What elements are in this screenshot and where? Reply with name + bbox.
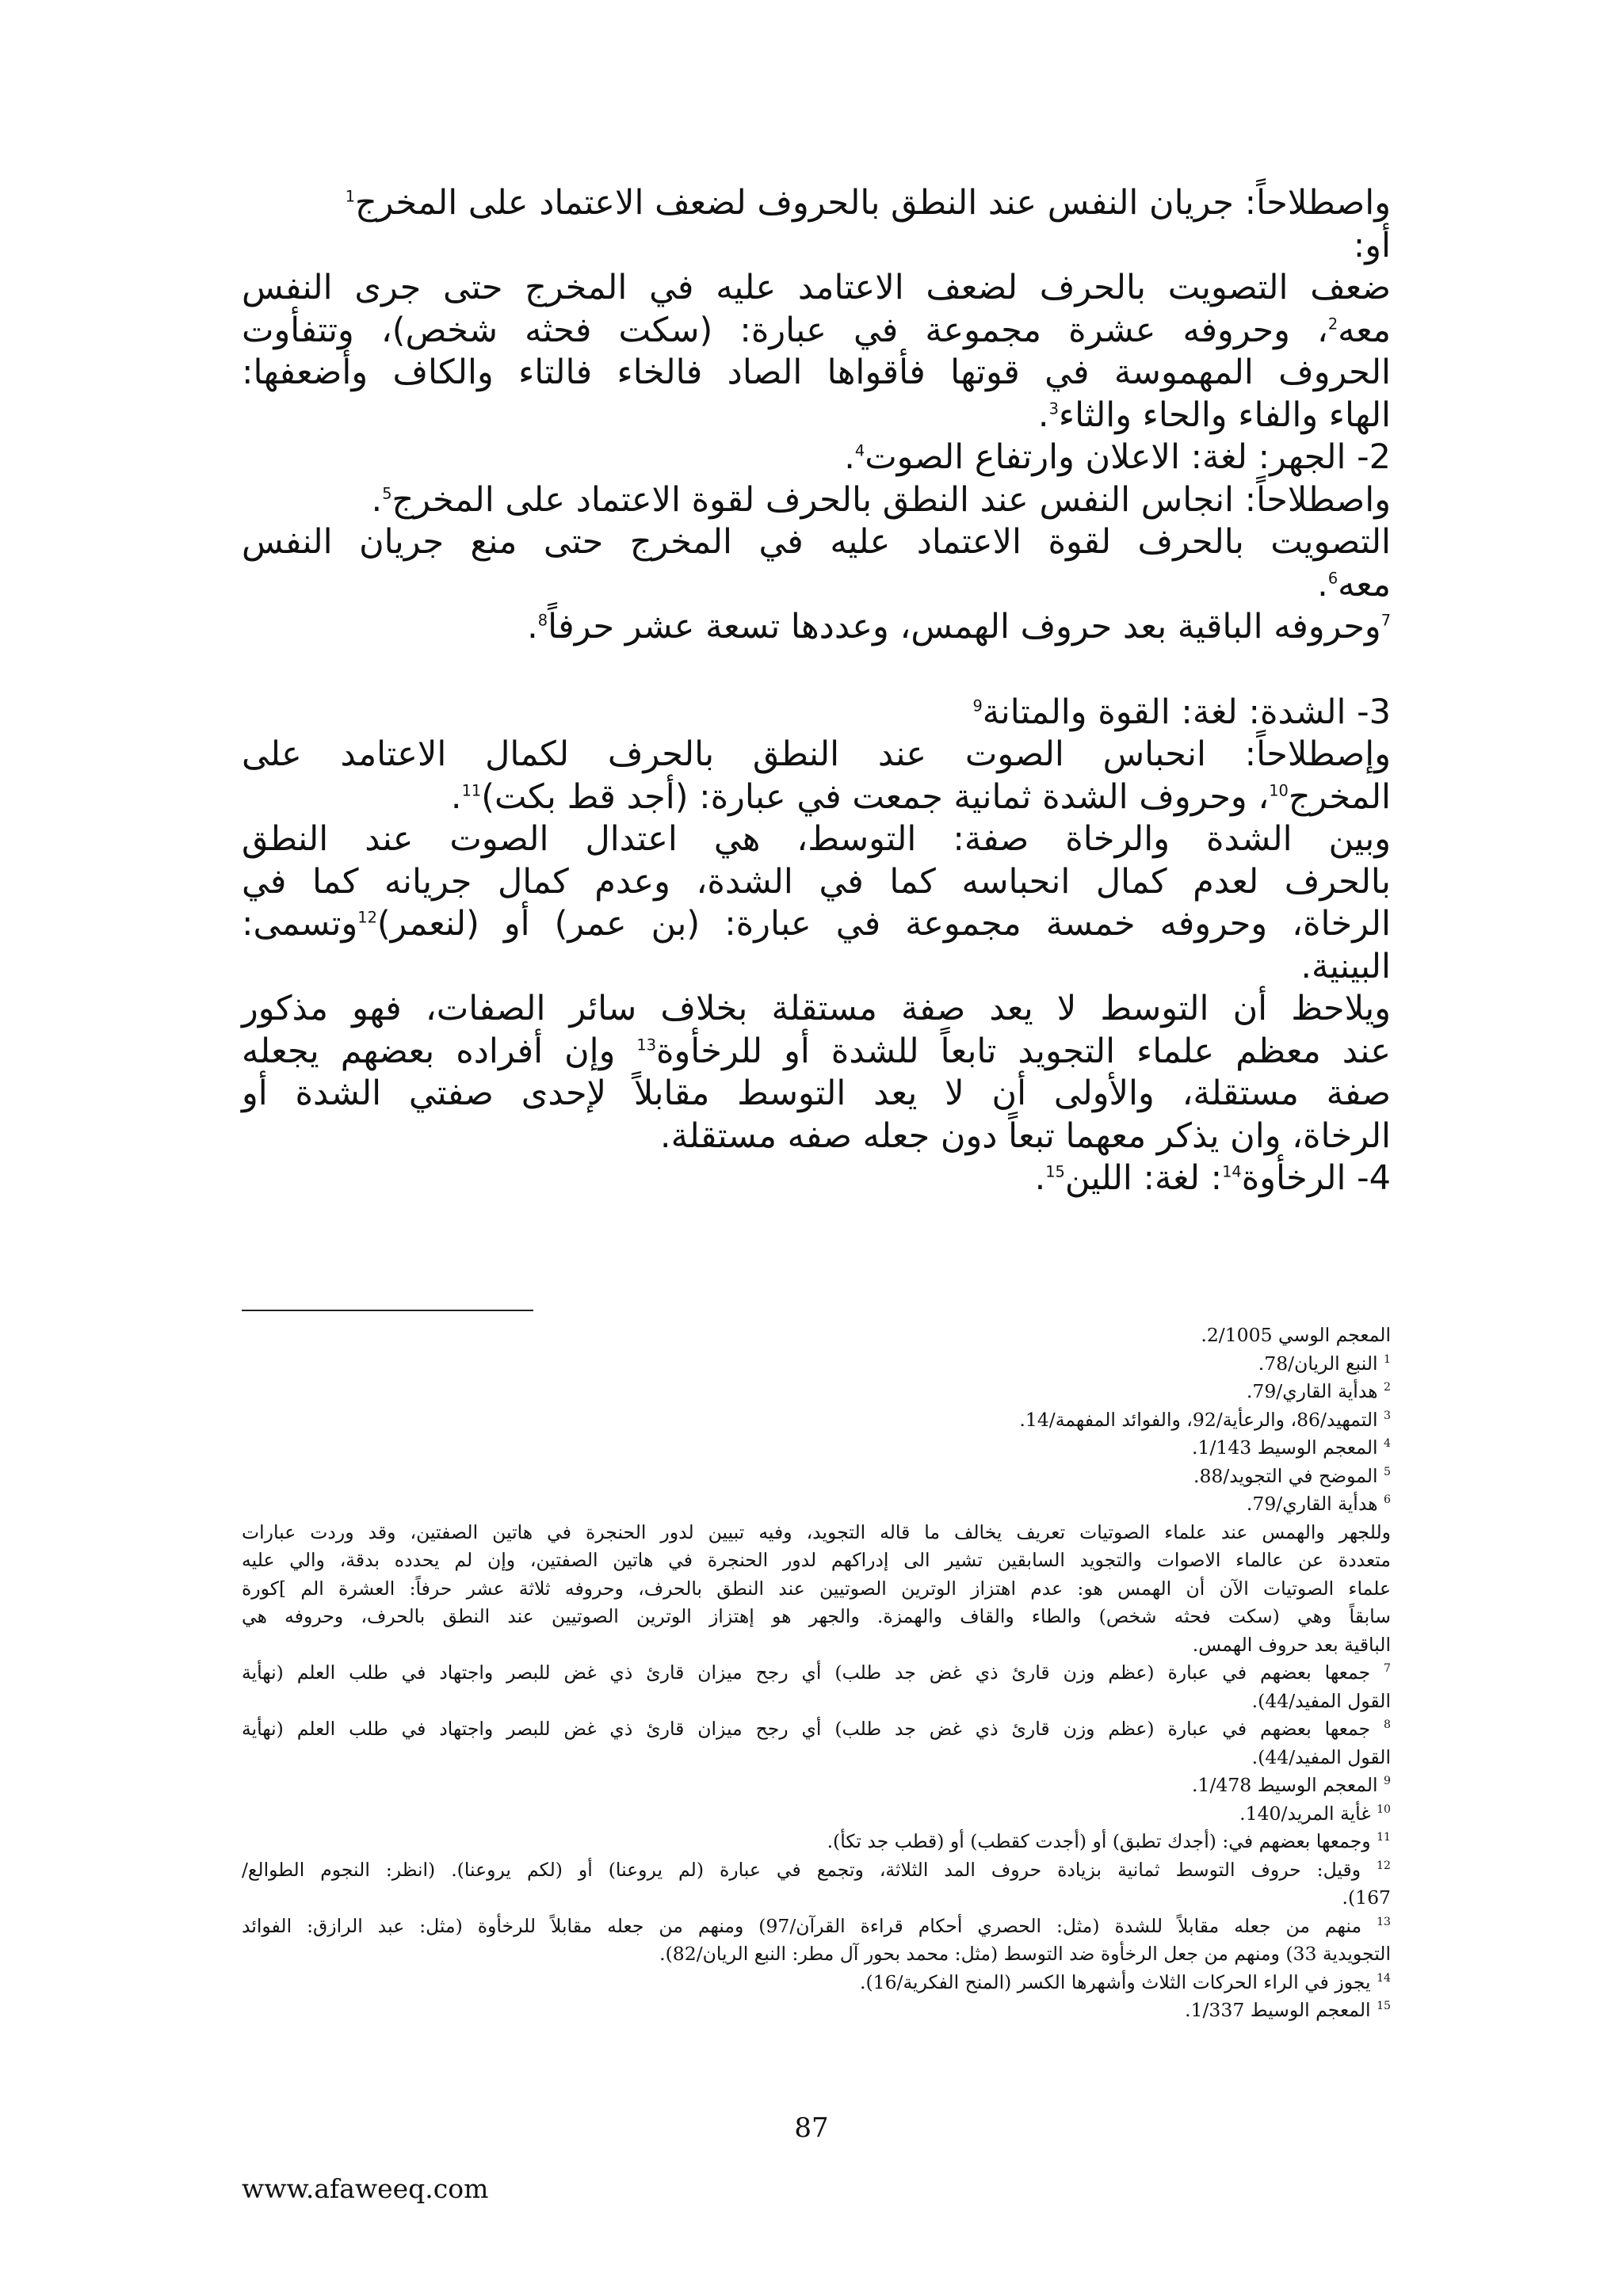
footnote: $^1$ النبع الريان/78. [1258,1352,1391,1375]
section-heading-jahr: 2- الجهر: لغة: الاعلان وارتفاع الصوت$^4$. [844,437,1391,477]
text-line: $^7$وحروفه الباقية بعد حروف الهمس، وعددها تسعة عشر حرفاً$^8$. [527,607,1391,646]
site-url[interactable]: www.afaweeq.com [242,2173,489,2204]
text-line: وإصطلاحاً: انحباس الصوت عند النطق بالحرف لكمال الاعتامد على [242,734,1391,774]
text-line: الحروف المهموسة في قوتها فأقواها الصاد فالخاء فالتاء والكاف وأضعفها: [242,353,1391,392]
footnote: $^8$ جمعها بعضهم في عبارة (عظم وزن قارئ ذي غض جد طلب) أي رجح ميزان قارئ ذي غض للبصر واجتهاد في طلب العلم (نهأية [242,1718,1391,1740]
footnote: $^3$ التمهيد/86، والرعأية/92، والفوائد المفهمة/14. [1019,1408,1391,1431]
footnote: القول المفيد/44). [1251,1745,1391,1768]
footnotes [242,1322,1391,2025]
footnote: متعددة عن عالماء الاصوات والتجويد السابقين تشير الى إدراكهم لدور الحنجرة في هاتين الصفتين، وإن لم يحدده بدقة، والي عليه [242,1549,1391,1571]
footnote: $^{11}$ وجمعها بعضهم في: (أجدك تطبق) أو (أجدت كقطب) أو (قطب جد تكأ). [827,1830,1391,1852]
text-line: ويلاحظ أن التوسط لا يعد صفة مستقلة بخلاف سائر الصفات، فهو مذكور [242,989,1391,1028]
main-text [242,182,1391,1200]
footnote: $^{10}$ غأية المريد/140. [1239,1802,1391,1825]
footnote: $^{13}$ منهم من جعله مقابلاً للشدة (مثل: الحصري أحكام قراءة القرآن/97) ومنهم من جعله مقابلاً للرخأوة (مثل: عبد الرازق: الفوائد [242,1914,1391,1937]
footnote: سابقاً وهي (سكت فحثه شخص) والطاء والقاف والهمزة. والجهر هو إهتزاز الوترين الصوتيين عند النطق بالحرف، وحروفه هي [242,1605,1391,1627]
text-line: أو: [1353,225,1391,265]
text-line: عند معظم علماء التجويد تابعاً للشدة أو للرخأوة$^{13}$ وإن أفراده بعضهم يجعله [242,1031,1391,1071]
text-line: المخرج$^{10}$، وحروف الشدة ثمانية جمعت في عبارة: (أجد قط بكت)$^{11}$. [450,776,1391,817]
text-line: الهاء والفاء والحاء والثاء$^3$. [1037,395,1391,435]
text-line: الرخاة، وحروفه خمسة مجموعة في عبارة: (بن عمر) أو (لنعمر)$^{12}$وتسمى: [242,904,1391,944]
section-heading-rakhawa: 4- الرخأوة$^{14}$: لغة: اللين$^{15}$. [1034,1158,1391,1198]
footnote: التجويدية 33) ومنهم من جعل الرخأوة ضد التوسط (مثل: محمد بحور آل مطر: النبع الريان/82). [659,1943,1391,1965]
text-line: بالحرف لعدم كمال انحباسه كما في الشدة، وعدم كمال جريانه كما في [242,861,1391,902]
section-heading-shidda: 3- الشدة: لغة: القوة والمتانة$^9$ [972,692,1391,732]
text-line: ضعف التصويت بالحرف لضعف الاعتامد عليه في المخرج حتى جرى النفس [242,268,1391,307]
footnote: $^4$ المعجم الوسيط 1/143. [1192,1436,1391,1459]
text-line: معه$^6$. [1317,564,1391,605]
text-line: البينية. [1300,946,1391,986]
footnote: وللجهر والهمس عند علماء الصوتيات تعريف يخالف ما قاله التجويد، وفيه تبيين لدور الحنجرة في هاتين الصفتين، وقد وردت عبارات [242,1520,1391,1543]
footnote: علماء الصوتيات الآن أن الهمس هو: عدم اهتزاز الوترين الصوتيين عند النطق بالحرف، وحروفه ثلاثة عشر حرفاً: العشرة الم ]كورة [242,1577,1391,1600]
text-line: صفة مستقلة، والأولى أن لا يعد التوسط مقابلاً لإحدى صفتي الشدة أو [242,1074,1391,1113]
footnote: $^9$ المعجم الوسيط 1/478. [1192,1774,1391,1796]
text-line: واصطلاحاً: انجاس النفس عند النطق بالحرف لقوة الاعتماد على المخرج$^5$. [371,479,1391,520]
footnote: $^2$ هدأية القاري/79. [1246,1380,1391,1402]
footnote: $^5$ الموضح في التجويد/88. [1193,1464,1391,1487]
footnote: $^6$ هدأية القاري/79. [1246,1493,1391,1515]
footnote-separator [242,1310,533,1311]
text-line: وبين الشدة والرخاة صفة: التوسط، هي اعتدال الصوت عند النطق [242,819,1391,859]
footnote: القول المفيد/44). [1251,1689,1391,1712]
text-line: الرخاة، وان يذكر معهما تبعاً دون جعله صفه مستقلة. [659,1116,1391,1156]
text-line: واصطلاحاً: جريان النفس عند النطق بالحروف لضعف الاعتماد على المخرج$^1$ [345,183,1391,223]
footnote: الباقية بعد حروف الهمس. [1192,1633,1391,1656]
text-line: التصويت بالحرف لقوة الاعتماد عليه في المخرج حتى منع جريان النفس [242,522,1391,562]
footnote: المعجم الوسي 2/1005. [1201,1324,1391,1346]
page-number: 87 [794,2112,829,2144]
footnote: $^{14}$ يجوز في الراء الحركات الثلاث وأشهرها الكسر (المنح الفكرية/16). [859,1970,1391,1993]
footnote: $^{12}$ وقيل: حروف التوسط ثمانية بزيادة حروف المد الثلاثة، وتجمع في عبارة (لم يروعنا) أو (لكم يروعنا). (انظر: النجوم الطوالع/ [242,1858,1391,1881]
footnote: $^{15}$ المعجم الوسيط 1/337. [1185,1999,1391,2021]
footnote: 167). [1342,1886,1391,1909]
footnote: $^7$ جمعها بعضهم في عبارة (عظم وزن قارئ ذي غض جد طلب) أي رجح ميزان قارئ ذي غض للبصر واجتهاد في طلب العلم (نهأية [242,1661,1391,1684]
text-line: معه$^2$، وحروفه عشرة مجموعة في عبارة: (سكت فحثه شخص)، وتتفأوت [242,310,1391,350]
